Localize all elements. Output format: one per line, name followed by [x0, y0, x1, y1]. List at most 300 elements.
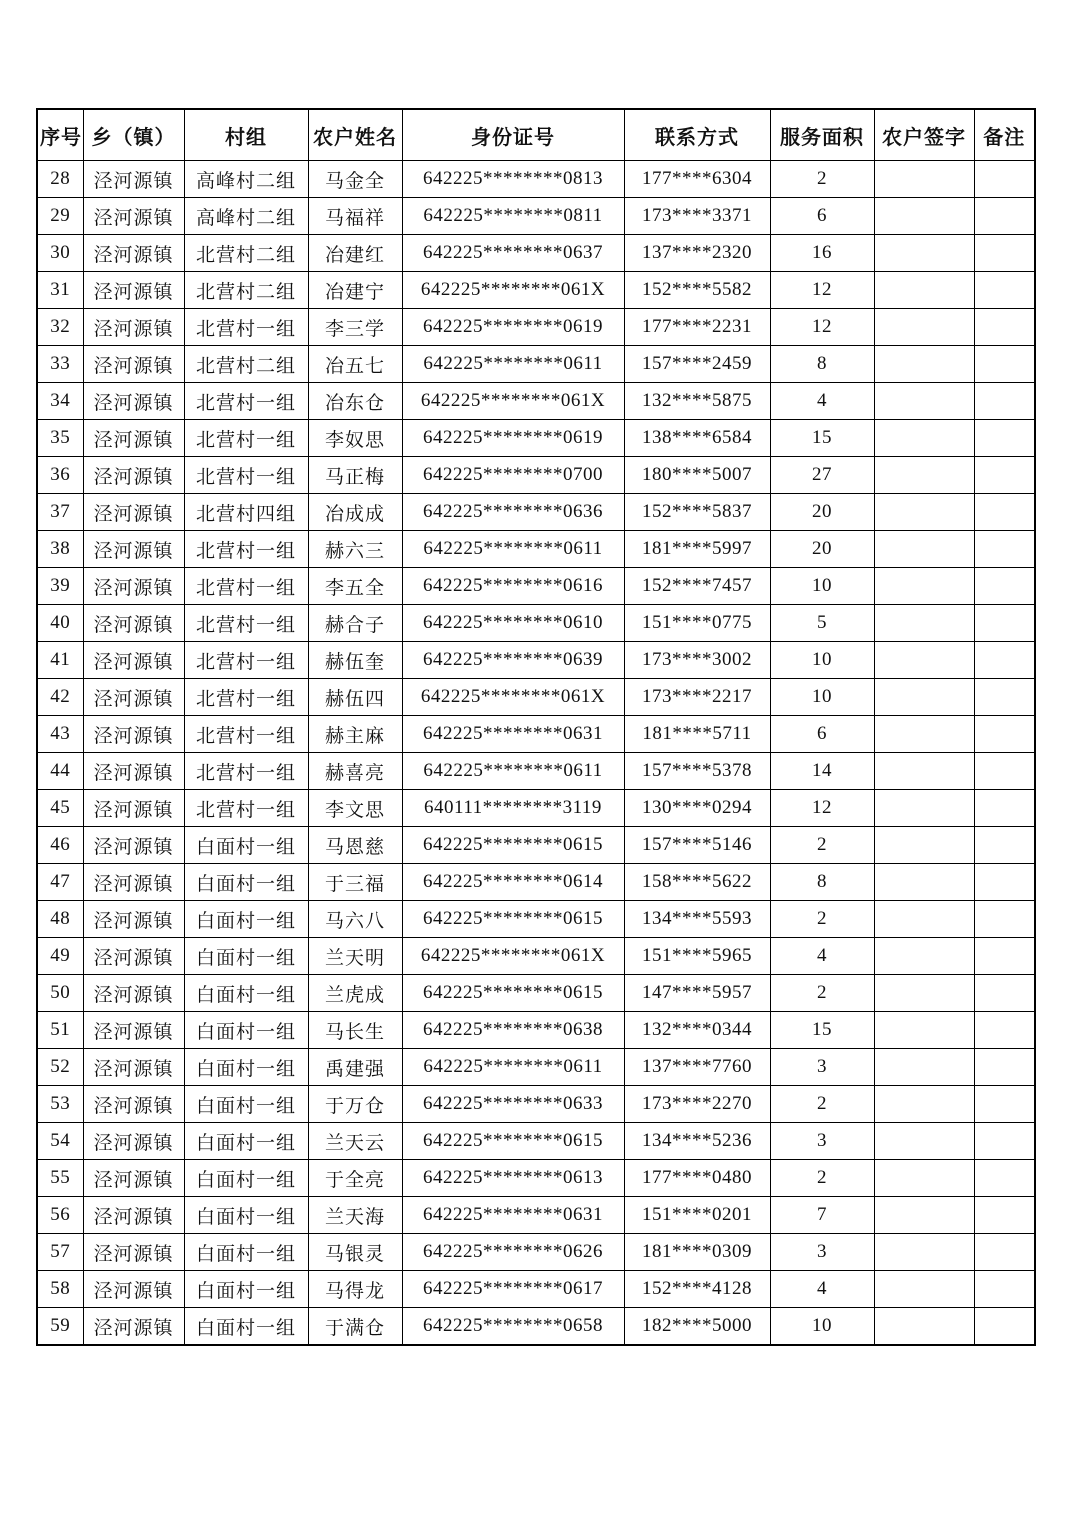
cell-farmer_name: 赫六三 — [308, 531, 402, 568]
cell-remark — [974, 198, 1035, 235]
cell-signature — [874, 864, 974, 901]
cell-remark — [974, 864, 1035, 901]
cell-township: 泾河源镇 — [83, 531, 184, 568]
cell-signature — [874, 309, 974, 346]
header-village: 村组 — [184, 109, 308, 161]
cell-signature — [874, 642, 974, 679]
cell-seq: 29 — [37, 198, 83, 235]
cell-farmer_name: 马银灵 — [308, 1234, 402, 1271]
cell-contact: 182****5000 — [624, 1308, 770, 1346]
cell-service_area: 10 — [770, 642, 874, 679]
cell-farmer_name: 马六八 — [308, 901, 402, 938]
cell-township: 泾河源镇 — [83, 420, 184, 457]
cell-seq: 48 — [37, 901, 83, 938]
cell-remark — [974, 1160, 1035, 1197]
table-row — [37, 1012, 1035, 1049]
cell-township: 泾河源镇 — [83, 1197, 184, 1234]
cell-signature — [874, 235, 974, 272]
cell-township: 泾河源镇 — [83, 198, 184, 235]
cell-id_number: 640111********3119 — [402, 790, 624, 827]
cell-farmer_name: 李奴思 — [308, 420, 402, 457]
cell-service_area: 3 — [770, 1049, 874, 1086]
cell-service_area: 3 — [770, 1234, 874, 1271]
cell-seq: 45 — [37, 790, 83, 827]
cell-township: 泾河源镇 — [83, 1160, 184, 1197]
cell-village: 白面村一组 — [184, 901, 308, 938]
cell-village: 白面村一组 — [184, 1049, 308, 1086]
cell-seq: 44 — [37, 753, 83, 790]
cell-id_number: 642225********0633 — [402, 1086, 624, 1123]
cell-id_number: 642225********0636 — [402, 494, 624, 531]
cell-village: 高峰村二组 — [184, 161, 308, 198]
cell-contact: 157****5378 — [624, 753, 770, 790]
cell-remark — [974, 975, 1035, 1012]
cell-remark — [974, 309, 1035, 346]
cell-service_area: 6 — [770, 198, 874, 235]
cell-id_number: 642225********0615 — [402, 975, 624, 1012]
cell-remark — [974, 494, 1035, 531]
cell-village: 白面村一组 — [184, 1012, 308, 1049]
cell-service_area: 3 — [770, 1123, 874, 1160]
cell-service_area: 16 — [770, 235, 874, 272]
cell-service_area: 20 — [770, 531, 874, 568]
farmer-roster-table — [36, 108, 1036, 1346]
cell-signature — [874, 753, 974, 790]
cell-service_area: 6 — [770, 716, 874, 753]
cell-remark — [974, 1123, 1035, 1160]
table-row — [37, 235, 1035, 272]
cell-township: 泾河源镇 — [83, 272, 184, 309]
cell-township: 泾河源镇 — [83, 383, 184, 420]
cell-township: 泾河源镇 — [83, 1308, 184, 1346]
cell-seq: 43 — [37, 716, 83, 753]
table-row — [37, 1086, 1035, 1123]
cell-id_number: 642225********0615 — [402, 1123, 624, 1160]
cell-village: 白面村一组 — [184, 1160, 308, 1197]
cell-farmer_name: 赫伍奎 — [308, 642, 402, 679]
cell-signature — [874, 1234, 974, 1271]
cell-contact: 152****7457 — [624, 568, 770, 605]
cell-remark — [974, 383, 1035, 420]
cell-farmer_name: 兰天云 — [308, 1123, 402, 1160]
cell-village: 北营村一组 — [184, 568, 308, 605]
cell-farmer_name: 冶东仓 — [308, 383, 402, 420]
cell-contact: 157****2459 — [624, 346, 770, 383]
cell-village: 北营村一组 — [184, 716, 308, 753]
header-service-area: 服务面积 — [770, 109, 874, 161]
cell-signature — [874, 1086, 974, 1123]
cell-village: 白面村一组 — [184, 1197, 308, 1234]
cell-township: 泾河源镇 — [83, 1271, 184, 1308]
cell-seq: 36 — [37, 457, 83, 494]
cell-id_number: 642225********061X — [402, 272, 624, 309]
cell-remark — [974, 1234, 1035, 1271]
cell-contact: 137****2320 — [624, 235, 770, 272]
cell-id_number: 642225********061X — [402, 383, 624, 420]
cell-remark — [974, 679, 1035, 716]
cell-service_area: 8 — [770, 346, 874, 383]
cell-contact: 138****6584 — [624, 420, 770, 457]
cell-township: 泾河源镇 — [83, 605, 184, 642]
cell-service_area: 2 — [770, 1160, 874, 1197]
table-row — [37, 1271, 1035, 1308]
cell-service_area: 20 — [770, 494, 874, 531]
cell-contact: 152****4128 — [624, 1271, 770, 1308]
table-row — [37, 531, 1035, 568]
cell-id_number: 642225********0619 — [402, 309, 624, 346]
cell-service_area: 2 — [770, 1086, 874, 1123]
cell-farmer_name: 冶成成 — [308, 494, 402, 531]
cell-township: 泾河源镇 — [83, 753, 184, 790]
cell-id_number: 642225********0610 — [402, 605, 624, 642]
table-row — [37, 161, 1035, 198]
cell-farmer_name: 马恩慈 — [308, 827, 402, 864]
cell-township: 泾河源镇 — [83, 568, 184, 605]
cell-village: 北营村一组 — [184, 605, 308, 642]
cell-signature — [874, 827, 974, 864]
cell-id_number: 642225********0631 — [402, 1197, 624, 1234]
cell-remark — [974, 1086, 1035, 1123]
cell-village: 白面村一组 — [184, 975, 308, 1012]
header-id-number: 身份证号 — [402, 109, 624, 161]
table-row — [37, 975, 1035, 1012]
cell-township: 泾河源镇 — [83, 1123, 184, 1160]
cell-village: 北营村一组 — [184, 531, 308, 568]
cell-township: 泾河源镇 — [83, 901, 184, 938]
cell-contact: 151****0775 — [624, 605, 770, 642]
cell-seq: 50 — [37, 975, 83, 1012]
cell-farmer_name: 赫喜亮 — [308, 753, 402, 790]
table-row — [37, 938, 1035, 975]
cell-farmer_name: 冶建宁 — [308, 272, 402, 309]
cell-id_number: 642225********0611 — [402, 346, 624, 383]
cell-farmer_name: 于全亮 — [308, 1160, 402, 1197]
cell-signature — [874, 605, 974, 642]
table-row — [37, 1308, 1035, 1346]
cell-id_number: 642225********0615 — [402, 901, 624, 938]
cell-seq: 58 — [37, 1271, 83, 1308]
cell-farmer_name: 禹建强 — [308, 1049, 402, 1086]
header-remark: 备注 — [974, 109, 1035, 161]
cell-id_number: 642225********0619 — [402, 420, 624, 457]
cell-township: 泾河源镇 — [83, 1086, 184, 1123]
cell-id_number: 642225********0813 — [402, 161, 624, 198]
cell-remark — [974, 235, 1035, 272]
cell-seq: 33 — [37, 346, 83, 383]
cell-service_area: 5 — [770, 605, 874, 642]
cell-contact: 177****2231 — [624, 309, 770, 346]
cell-village: 北营村一组 — [184, 679, 308, 716]
cell-signature — [874, 383, 974, 420]
cell-id_number: 642225********0700 — [402, 457, 624, 494]
table-row — [37, 1197, 1035, 1234]
cell-seq: 41 — [37, 642, 83, 679]
cell-township: 泾河源镇 — [83, 346, 184, 383]
cell-id_number: 642225********061X — [402, 938, 624, 975]
cell-contact: 132****0344 — [624, 1012, 770, 1049]
header-seq: 序号 — [37, 109, 83, 161]
cell-remark — [974, 1197, 1035, 1234]
cell-seq: 39 — [37, 568, 83, 605]
cell-service_area: 15 — [770, 1012, 874, 1049]
cell-contact: 151****0201 — [624, 1197, 770, 1234]
cell-contact: 147****5957 — [624, 975, 770, 1012]
cell-signature — [874, 679, 974, 716]
cell-id_number: 642225********0639 — [402, 642, 624, 679]
cell-service_area: 2 — [770, 975, 874, 1012]
cell-farmer_name: 赫伍四 — [308, 679, 402, 716]
table-row — [37, 568, 1035, 605]
cell-id_number: 642225********0637 — [402, 235, 624, 272]
cell-seq: 30 — [37, 235, 83, 272]
cell-service_area: 27 — [770, 457, 874, 494]
cell-signature — [874, 938, 974, 975]
table-row — [37, 679, 1035, 716]
cell-township: 泾河源镇 — [83, 235, 184, 272]
cell-contact: 180****5007 — [624, 457, 770, 494]
cell-service_area: 15 — [770, 420, 874, 457]
cell-remark — [974, 1049, 1035, 1086]
cell-seq: 54 — [37, 1123, 83, 1160]
cell-id_number: 642225********0658 — [402, 1308, 624, 1346]
cell-remark — [974, 420, 1035, 457]
cell-signature — [874, 716, 974, 753]
cell-seq: 51 — [37, 1012, 83, 1049]
cell-seq: 55 — [37, 1160, 83, 1197]
table-row — [37, 1123, 1035, 1160]
cell-contact: 152****5837 — [624, 494, 770, 531]
cell-service_area: 4 — [770, 938, 874, 975]
cell-remark — [974, 568, 1035, 605]
cell-remark — [974, 901, 1035, 938]
table-row — [37, 198, 1035, 235]
cell-id_number: 642225********0626 — [402, 1234, 624, 1271]
cell-seq: 46 — [37, 827, 83, 864]
cell-remark — [974, 161, 1035, 198]
cell-village: 北营村二组 — [184, 272, 308, 309]
cell-id_number: 642225********0811 — [402, 198, 624, 235]
cell-township: 泾河源镇 — [83, 457, 184, 494]
cell-farmer_name: 兰虎成 — [308, 975, 402, 1012]
cell-contact: 137****7760 — [624, 1049, 770, 1086]
cell-remark — [974, 1012, 1035, 1049]
table-row — [37, 272, 1035, 309]
cell-id_number: 642225********0611 — [402, 531, 624, 568]
cell-township: 泾河源镇 — [83, 975, 184, 1012]
table-body — [37, 161, 1035, 1346]
cell-contact: 173****3371 — [624, 198, 770, 235]
cell-contact: 134****5593 — [624, 901, 770, 938]
cell-signature — [874, 975, 974, 1012]
cell-signature — [874, 568, 974, 605]
table-row — [37, 1234, 1035, 1271]
cell-id_number: 642225********0617 — [402, 1271, 624, 1308]
cell-signature — [874, 1308, 974, 1346]
cell-signature — [874, 1049, 974, 1086]
cell-contact: 181****5997 — [624, 531, 770, 568]
cell-seq: 56 — [37, 1197, 83, 1234]
cell-farmer_name: 李三学 — [308, 309, 402, 346]
cell-seq: 57 — [37, 1234, 83, 1271]
cell-service_area: 2 — [770, 827, 874, 864]
cell-signature — [874, 531, 974, 568]
cell-township: 泾河源镇 — [83, 716, 184, 753]
table-row — [37, 346, 1035, 383]
cell-seq: 28 — [37, 161, 83, 198]
cell-farmer_name: 马正梅 — [308, 457, 402, 494]
cell-service_area: 4 — [770, 383, 874, 420]
cell-contact: 157****5146 — [624, 827, 770, 864]
header-township: 乡（镇） — [83, 109, 184, 161]
cell-id_number: 642225********061X — [402, 679, 624, 716]
cell-township: 泾河源镇 — [83, 679, 184, 716]
cell-farmer_name: 兰天海 — [308, 1197, 402, 1234]
header-farmer-name: 农户姓名 — [308, 109, 402, 161]
cell-village: 北营村二组 — [184, 346, 308, 383]
cell-remark — [974, 605, 1035, 642]
cell-signature — [874, 161, 974, 198]
cell-seq: 32 — [37, 309, 83, 346]
cell-contact: 181****5711 — [624, 716, 770, 753]
cell-village: 北营村一组 — [184, 309, 308, 346]
cell-service_area: 7 — [770, 1197, 874, 1234]
table-row — [37, 1160, 1035, 1197]
cell-village: 北营村一组 — [184, 753, 308, 790]
cell-signature — [874, 1012, 974, 1049]
cell-township: 泾河源镇 — [83, 309, 184, 346]
cell-contact: 181****0309 — [624, 1234, 770, 1271]
cell-seq: 35 — [37, 420, 83, 457]
cell-remark — [974, 642, 1035, 679]
cell-contact: 132****5875 — [624, 383, 770, 420]
cell-township: 泾河源镇 — [83, 1049, 184, 1086]
table-row — [37, 827, 1035, 864]
cell-village: 高峰村二组 — [184, 198, 308, 235]
cell-signature — [874, 901, 974, 938]
cell-farmer_name: 冶建红 — [308, 235, 402, 272]
cell-service_area: 12 — [770, 790, 874, 827]
cell-service_area: 4 — [770, 1271, 874, 1308]
cell-remark — [974, 753, 1035, 790]
cell-village: 北营村一组 — [184, 383, 308, 420]
cell-signature — [874, 1123, 974, 1160]
cell-seq: 52 — [37, 1049, 83, 1086]
cell-id_number: 642225********0615 — [402, 827, 624, 864]
cell-service_area: 12 — [770, 309, 874, 346]
table-row — [37, 642, 1035, 679]
cell-township: 泾河源镇 — [83, 864, 184, 901]
cell-seq: 53 — [37, 1086, 83, 1123]
cell-remark — [974, 457, 1035, 494]
cell-seq: 59 — [37, 1308, 83, 1346]
cell-village: 白面村一组 — [184, 1271, 308, 1308]
header-signature: 农户签字 — [874, 109, 974, 161]
cell-contact: 173****2217 — [624, 679, 770, 716]
table-row — [37, 901, 1035, 938]
cell-farmer_name: 于满仓 — [308, 1308, 402, 1346]
cell-signature — [874, 494, 974, 531]
cell-village: 北营村四组 — [184, 494, 308, 531]
table-row — [37, 864, 1035, 901]
cell-signature — [874, 272, 974, 309]
table-row — [37, 605, 1035, 642]
cell-signature — [874, 457, 974, 494]
cell-village: 白面村一组 — [184, 938, 308, 975]
cell-signature — [874, 346, 974, 383]
cell-remark — [974, 790, 1035, 827]
cell-contact: 177****0480 — [624, 1160, 770, 1197]
cell-village: 北营村一组 — [184, 790, 308, 827]
cell-farmer_name: 于万仓 — [308, 1086, 402, 1123]
cell-farmer_name: 马得龙 — [308, 1271, 402, 1308]
cell-township: 泾河源镇 — [83, 790, 184, 827]
cell-seq: 34 — [37, 383, 83, 420]
cell-seq: 38 — [37, 531, 83, 568]
cell-village: 白面村一组 — [184, 1086, 308, 1123]
table-row — [37, 494, 1035, 531]
cell-contact: 158****5622 — [624, 864, 770, 901]
cell-id_number: 642225********0614 — [402, 864, 624, 901]
cell-township: 泾河源镇 — [83, 642, 184, 679]
cell-signature — [874, 198, 974, 235]
cell-contact: 177****6304 — [624, 161, 770, 198]
cell-farmer_name: 马福祥 — [308, 198, 402, 235]
cell-service_area: 2 — [770, 161, 874, 198]
cell-farmer_name: 马长生 — [308, 1012, 402, 1049]
cell-service_area: 2 — [770, 901, 874, 938]
cell-farmer_name: 兰天明 — [308, 938, 402, 975]
cell-contact: 173****3002 — [624, 642, 770, 679]
cell-seq: 40 — [37, 605, 83, 642]
cell-village: 白面村一组 — [184, 827, 308, 864]
cell-service_area: 14 — [770, 753, 874, 790]
cell-id_number: 642225********0611 — [402, 753, 624, 790]
cell-service_area: 10 — [770, 1308, 874, 1346]
cell-farmer_name: 于三福 — [308, 864, 402, 901]
cell-farmer_name: 赫主麻 — [308, 716, 402, 753]
cell-service_area: 10 — [770, 679, 874, 716]
cell-service_area: 8 — [770, 864, 874, 901]
cell-village: 白面村一组 — [184, 864, 308, 901]
cell-township: 泾河源镇 — [83, 1012, 184, 1049]
table-row — [37, 1049, 1035, 1086]
cell-service_area: 10 — [770, 568, 874, 605]
cell-remark — [974, 1308, 1035, 1346]
cell-seq: 37 — [37, 494, 83, 531]
table-row — [37, 420, 1035, 457]
cell-remark — [974, 272, 1035, 309]
cell-township: 泾河源镇 — [83, 827, 184, 864]
cell-village: 白面村一组 — [184, 1234, 308, 1271]
header-row — [37, 109, 1035, 161]
cell-township: 泾河源镇 — [83, 938, 184, 975]
cell-remark — [974, 531, 1035, 568]
header-contact: 联系方式 — [624, 109, 770, 161]
cell-village: 北营村一组 — [184, 420, 308, 457]
cell-id_number: 642225********0638 — [402, 1012, 624, 1049]
cell-signature — [874, 1160, 974, 1197]
cell-farmer_name: 马金全 — [308, 161, 402, 198]
cell-farmer_name: 李文思 — [308, 790, 402, 827]
cell-village: 北营村一组 — [184, 457, 308, 494]
cell-contact: 130****0294 — [624, 790, 770, 827]
cell-farmer_name: 李五全 — [308, 568, 402, 605]
table-row — [37, 383, 1035, 420]
cell-farmer_name: 赫合子 — [308, 605, 402, 642]
cell-seq: 47 — [37, 864, 83, 901]
cell-remark — [974, 716, 1035, 753]
table-row — [37, 309, 1035, 346]
